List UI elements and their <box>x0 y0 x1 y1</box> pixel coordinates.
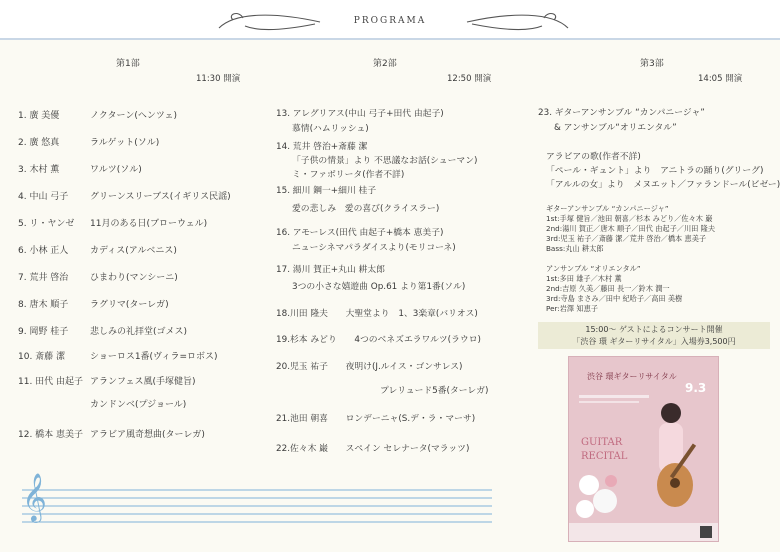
qr-code-icon <box>700 526 712 538</box>
part2-line: 3つの小さな嬉遊曲 Op.61 より第1番(ソル) <box>292 282 466 292</box>
piece-title: カディス(アルベニス) <box>90 246 177 256</box>
guitarist-icon <box>629 397 714 517</box>
poster-heading: 渋谷 環ギターリサイタル <box>587 372 677 381</box>
performer-name: 10. 斎藤 潔 <box>18 352 66 362</box>
part3-main-line: & アンサンブル“オリエンタル” <box>554 123 677 133</box>
guest-line: 15:00～ ゲストによるコンサート開催 <box>585 325 723 334</box>
ensemble1-line: ギターアンサンブル “カンパニージャ” <box>546 204 669 213</box>
part2-line: 21.池田 朝喜 ロンデーニャ(S.デ・ラ・マーサ) <box>276 414 476 424</box>
part2-line: 19.杉本 みどり 4つのベネズエラワルツ(ラウロ) <box>276 335 481 345</box>
part2-line: 20.児玉 祐子 夜明け(J.ルイス・ゴンサレス) <box>276 362 463 372</box>
ensemble2-line: 1st:多田 雄子／木村 薫 <box>546 274 622 283</box>
performer-name: 12. 橋本 恵美子 <box>18 430 84 440</box>
ensemble2-line: 2nd:吉原 久美／藤田 長一／鈴木 潤一 <box>546 284 670 293</box>
part3-time: 14:05 開演 <box>698 74 743 84</box>
part3-title: 第3部 <box>640 59 664 69</box>
ensemble1-line: 1st:手塚 健旨／池田 朝喜／杉本 みどり／佐々木 巌 <box>546 214 713 223</box>
piece-title: ワルツ(ソル) <box>90 165 142 175</box>
performer-name: 4. 中山 弓子 <box>18 192 69 202</box>
poster-title-2: RECITAL <box>581 451 628 462</box>
part2-line: 愛の悲しみ 愛の喜び(クライスラー) <box>292 204 440 214</box>
part2-time: 12:50 開演 <box>447 74 492 84</box>
ensemble1-line: 2nd:湯川 賀正／唐木 順子／田代 由起子／川田 隆夫 <box>546 224 716 233</box>
poster-title-1: GUITAR <box>581 437 623 448</box>
right-ornament-icon <box>462 8 572 36</box>
part1-time: 11:30 開演 <box>196 74 241 84</box>
part3-piece: 「ペール・ギュント」より アニトラの踊り(グリーグ) <box>546 166 764 176</box>
part2-line: 14. 荒井 啓治+斎藤 潔 <box>276 142 368 152</box>
performer-name: 9. 岡野 桂子 <box>18 327 69 337</box>
guest-concert-box <box>538 322 770 349</box>
music-staff <box>22 484 492 532</box>
part2-line: 22.佐々木 巌 スペイン セレナータ(マラッツ) <box>276 444 470 454</box>
part3-piece: 「アルルの女」より メヌエット／ファランドール(ビゼー) <box>546 180 780 190</box>
piece-title: ノクターン(ヘンツェ) <box>90 111 178 121</box>
program-title: PROGRAMA <box>353 16 427 26</box>
poster-footer <box>569 523 718 541</box>
piece-title: ラルゲット(ソル) <box>90 138 160 148</box>
piece-title: 11月のある日(ブローウェル) <box>90 219 208 229</box>
performer-name: 7. 荒井 啓治 <box>18 273 69 283</box>
guest-line: 「渋谷 環 ギターリサイタル」入場券3,500円 <box>572 337 736 346</box>
part2-line: 16. アモーレス(田代 由起子+橋本 恵美子) <box>276 228 444 238</box>
part2-line: 13. アレグリアス(中山 弓子+田代 由起子) <box>276 109 444 119</box>
roses-icon <box>571 467 631 527</box>
piece-title: カンドンベ(プジョール) <box>90 400 187 410</box>
ensemble1-line: 3rd:児玉 祐子／斎藤 潔／荒井 啓治／橋本 恵美子 <box>546 234 707 243</box>
part2-line: プレリュード5番(ターレガ) <box>380 386 489 396</box>
part2-line: 「子供の情景」より 不思議なお話(シューマン) <box>292 156 478 166</box>
piece-title: ショーロス1番(ヴィラ=ロボス) <box>90 352 218 362</box>
performer-name: 11. 田代 由起子 <box>18 377 84 387</box>
ensemble2-line: Per:岩澤 知恵子 <box>546 304 598 313</box>
piece-title: グリーンスリーブス(イギリス民謡) <box>90 192 231 202</box>
treble-clef-icon: 𝄞 <box>22 472 47 521</box>
part3-main-line: 23. ギターアンサンブル “カンパニージャ” <box>538 108 705 118</box>
performer-name: 2. 廣 悠真 <box>18 138 60 148</box>
piece-title: アランフェス風(手塚健旨) <box>90 377 196 387</box>
piece-title: ひまわり(マンシーニ) <box>90 273 178 283</box>
recital-poster <box>568 356 719 542</box>
part2-line: 15. 細川 鋼一+細川 桂子 <box>276 186 377 196</box>
performer-name: 5. リ・ヤンゼ <box>18 219 75 229</box>
part2-line: 慕情(ハムリッシュ) <box>292 124 369 134</box>
part2-line: 18.川田 隆夫 大聖堂より 1、3楽章(バリオス) <box>276 309 478 319</box>
performer-name: 1. 廣 美優 <box>18 111 60 121</box>
part2-title: 第2部 <box>373 59 397 69</box>
part2-line: ミ・ファボリータ(作者不詳) <box>292 170 405 180</box>
poster-date: 9.3 <box>685 381 707 395</box>
part1-title: 第1部 <box>116 59 140 69</box>
part2-line: 17. 湯川 賀正+丸山 耕太郎 <box>276 265 385 275</box>
part3-piece: アラビアの歌(作者不詳) <box>546 152 641 162</box>
piece-title: アラビア風奇想曲(ターレガ) <box>90 430 205 440</box>
ensemble1-line: Bass:丸山 耕太郎 <box>546 244 604 253</box>
piece-title: ラグリマ(ターレガ) <box>90 300 169 310</box>
performer-name: 3. 木村 薫 <box>18 165 60 175</box>
performer-name: 8. 唐木 順子 <box>18 300 69 310</box>
piece-title: 悲しみの礼拝堂(ゴメス) <box>90 327 188 337</box>
ensemble2-line: 3rd:寺島 まさみ／田中 紀哈子／高田 美樹 <box>546 294 683 303</box>
part2-line: ニューシネマパラダイスより(モリコーネ) <box>292 243 456 253</box>
ensemble2-line: アンサンブル “オリエンタル” <box>546 264 641 273</box>
performer-name: 6. 小林 正人 <box>18 246 69 256</box>
